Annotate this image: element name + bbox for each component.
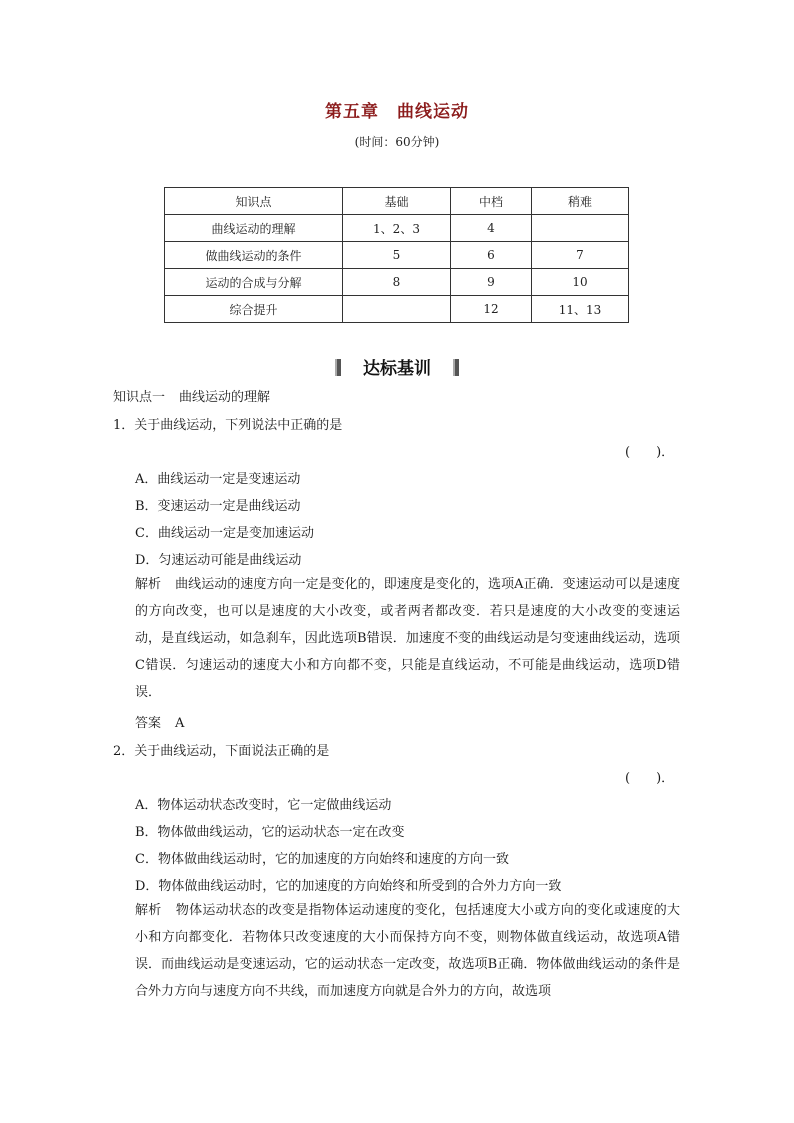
heading-bar-left bbox=[335, 359, 341, 376]
table-cell: 做曲线运动的条件 bbox=[165, 242, 343, 269]
analysis-label: 解析 bbox=[135, 577, 162, 592]
analysis-label: 解析 bbox=[135, 903, 162, 918]
table-cell bbox=[343, 296, 451, 323]
chapter-title bbox=[0, 97, 794, 122]
question-2-option-d: D．物体做曲线运动时，它的加速度的方向始终和所受到的合外力方向一致 bbox=[135, 879, 562, 894]
table-cell: 11、13 bbox=[532, 296, 629, 323]
question-1-option-a: A．曲线运动一定是变速运动 bbox=[135, 472, 301, 487]
knowledge-point-label: 知识点一 bbox=[113, 390, 166, 405]
table-header-row bbox=[165, 188, 629, 215]
table-cell: 4 bbox=[451, 215, 532, 242]
question-2-analysis bbox=[135, 897, 680, 1005]
chapter-number: 第五章 bbox=[325, 102, 379, 122]
section-heading bbox=[0, 354, 794, 379]
question-1-stem: 1．关于曲线运动，下列说法中正确的是 bbox=[113, 418, 343, 433]
answer-label: 答案 bbox=[135, 716, 162, 731]
table-row bbox=[165, 215, 629, 242]
table-header-cell: 基础 bbox=[343, 188, 451, 215]
question-2-option-b: B．物体做曲线运动，它的运动状态一定在改变 bbox=[135, 825, 405, 840]
question-2-option-c: C．物体做曲线运动时，它的加速度的方向始终和速度的方向一致 bbox=[135, 852, 509, 867]
table-header-cell: 稍难 bbox=[532, 188, 629, 215]
question-1-analysis bbox=[135, 571, 680, 706]
table-cell bbox=[532, 215, 629, 242]
question-1-option-d: D．匀速运动可能是曲线运动 bbox=[135, 553, 302, 568]
table-row bbox=[165, 296, 629, 323]
table-cell: 1、2、3 bbox=[343, 215, 451, 242]
table-cell: 运动的合成与分解 bbox=[165, 269, 343, 296]
table-cell: 10 bbox=[532, 269, 629, 296]
time-note: (时间：60分钟) bbox=[354, 135, 440, 149]
table-cell: 7 bbox=[532, 242, 629, 269]
analysis-text: 物体运动状态的改变是指物体运动速度的变化，包括速度大小或方向的变化或速度的大小和方向都变化．若物体只改变速度的大小而保持方向不变，则物体做直线运动，故选项A错误．而曲线运动是变速运动，它的运动状态一定改变，故选项B正确．物体做曲线运动的条件是合外力方向与速度方向不共线，而加速度方向就是合外力的方向，故选项 bbox=[135, 903, 680, 999]
table-cell: 9 bbox=[451, 269, 532, 296]
section-title: 达标基训 bbox=[363, 359, 431, 379]
question-2-answer-bracket: ( )． bbox=[625, 771, 675, 786]
table-cell: 综合提升 bbox=[165, 296, 343, 323]
question-2-stem: 2．关于曲线运动，下面说法正确的是 bbox=[113, 744, 330, 759]
question-1-option-b: B．变速运动一定是曲线运动 bbox=[135, 499, 301, 514]
knowledge-point-heading bbox=[113, 386, 270, 405]
answer-value: A bbox=[175, 716, 185, 731]
table-cell: 6 bbox=[451, 242, 532, 269]
table-row bbox=[165, 242, 629, 269]
table-cell: 12 bbox=[451, 296, 532, 323]
analysis-text: 曲线运动的速度方向一定是变化的，即速度是变化的，选项A正确．变速运动可以是速度的方向改变，也可以是速度的大小改变，或者两者都改变．若只是速度的大小改变的变速运动，是直线运动，如急刹车，因此选项B错误．加速度不变的曲线运动是匀变速曲线运动，选项C错误．匀速运动的速度大小和方向都不变，只能是直线运动，不可能是曲线运动，选项D错误． bbox=[135, 577, 680, 700]
question-1-option-c: C．曲线运动一定是变加速运动 bbox=[135, 526, 314, 541]
table-header-cell: 知识点 bbox=[165, 188, 343, 215]
table-header-cell: 中档 bbox=[451, 188, 532, 215]
question-1-answer bbox=[135, 712, 184, 731]
table-cell: 曲线运动的理解 bbox=[165, 215, 343, 242]
chapter-name: 曲线运动 bbox=[397, 102, 469, 122]
question-2-option-a: A．物体运动状态改变时，它一定做曲线运动 bbox=[135, 798, 392, 813]
heading-bar-right bbox=[453, 359, 459, 376]
question-1-answer-bracket: ( )． bbox=[625, 445, 675, 460]
table-cell: 8 bbox=[343, 269, 451, 296]
table-cell: 5 bbox=[343, 242, 451, 269]
knowledge-point-name: 曲线运动的理解 bbox=[179, 390, 271, 405]
table-row bbox=[165, 269, 629, 296]
knowledge-point-table bbox=[164, 187, 629, 323]
